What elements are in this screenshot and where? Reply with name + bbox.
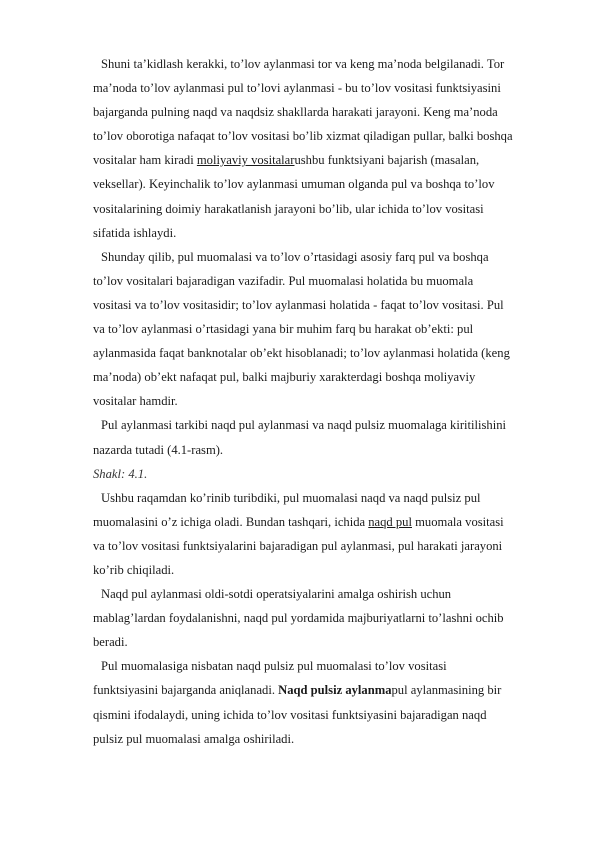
- text-line: beradi.: [93, 635, 128, 650]
- text-line: aylanmasida faqat banknotalar ob’ekt hisoblanadi; to’lov aylanmasi holatida (keng: [93, 346, 510, 361]
- text-line: va to’lov vositasi funktsiyalarini bajaradigan pul aylanmasi, pul harakati jarayoni: [93, 538, 503, 553]
- text-line: mablag’lardan foydalanishni, naqd pul yordamida majburiyatlarni to’lashni ochib: [93, 611, 504, 626]
- moliyaviy-vositalar-link[interactable]: moliyaviy vositalar: [196, 153, 295, 168]
- text-line: Naqd pul aylanmasi oldi-sotdi operatsiyalarini amalga oshirish uchun: [101, 587, 452, 602]
- text-line: Pul muomalasiga nisbatan naqd pulsiz pul muomalasi to’lov vositasi: [101, 659, 447, 674]
- text-line: [85, 678, 555, 702]
- paragraph-3: [85, 413, 555, 461]
- paragraph-1: [85, 52, 555, 245]
- text-fragment: muomalasini o’z ichiga oladi. Bundan tashqari, ichida: [93, 514, 369, 529]
- text-line: ko’rib chiqiladi.: [93, 562, 175, 577]
- text-line: pulsiz pul muomalasi amalga oshiriladi.: [93, 731, 295, 746]
- text-fragment: ushbu funktsiyani bajarish (masalan,: [294, 153, 480, 168]
- text-line: Ushbu raqamdan ko’rinib turibdiki, pul muomalasi naqd va naqd pulsiz pul: [101, 490, 481, 505]
- text-line: [85, 510, 555, 534]
- text-line: veksellar). Keyinchalik to’lov aylanmasi umuman olganda pul va boshqa to’lov: [93, 177, 495, 192]
- text-line: va to’lov aylanmasi o’rtasidagi yana bir muhim farq bu harakat ob’ekti: pul: [93, 322, 474, 337]
- text-line: to’lov oborotiga nafaqat to’lov vositasi bo’lib xizmat qiladigan pullar, balki boshqa: [93, 129, 513, 144]
- naqd-pul-link[interactable]: naqd pul: [368, 514, 412, 529]
- paragraph-6: [85, 654, 555, 750]
- text-line: to’lov vositalari bajaradigan vazifadir. Pul muomalasi holatida bu muomala: [93, 273, 474, 288]
- paragraph-5: [85, 582, 555, 654]
- text-line: sifatida ishlaydi.: [93, 225, 177, 240]
- text-line: Pul aylanmasi tarkibi naqd pul aylanmasi va naqd pulsiz muomalaga kiritilishini: [101, 418, 507, 433]
- text-fragment: vositalar ham kiradi: [93, 153, 197, 168]
- text-fragment: pul aylanmasining bir: [391, 683, 502, 698]
- paragraph-4: [85, 486, 555, 582]
- text-line: bajarganda pulning naqd va naqdsiz shakllarda harakati jarayoni. Keng ma’noda: [93, 105, 498, 120]
- text-fragment: funktsiyasini bajarganda aniqlanadi.: [93, 683, 279, 698]
- document-page: [85, 52, 555, 751]
- text-line: ma’noda to’lov aylanmasi pul to’lovi aylanmasi - bu to’lov vositasi funktsiyasini: [93, 81, 501, 96]
- text-fragment: muomala vositasi: [411, 514, 504, 529]
- paragraph-2: [85, 245, 555, 414]
- text-line: [85, 148, 555, 172]
- text-line: vositalarining doimiy harakatlanish jarayoni bo’lib, ular ichida to’lov vositasi: [93, 201, 484, 216]
- text-line: nazarda tutadi (4.1-rasm).: [93, 442, 224, 457]
- text-line: vositasi va to’lov vositasidir; to’lov aylanmasi holatida - faqat to’lov vositasi. Pul: [93, 297, 504, 312]
- text-line: vositalar hamdir.: [93, 394, 178, 409]
- text-line: Shuni ta’kidlash kerakki, to’lov aylanmasi tor va keng ma’noda belgilanadi. Tor: [101, 57, 505, 71]
- text-line: qismini ifodalaydi, uning ichida to’lov vositasi funktsiyasini bajaradigan naqd: [93, 707, 487, 722]
- figure-caption: Shakl: 4.1.: [93, 466, 148, 481]
- bold-term: Naqd pulsiz aylanma: [278, 683, 392, 698]
- text-line: Shunday qilib, pul muomalasi va to’lov o’rtasidagi asosiy farq pul va boshqa: [101, 249, 489, 264]
- text-line: ma’noda) ob’ekt nafaqat pul, balki majburiy xarakterdagi boshqa moliyaviy: [93, 370, 476, 385]
